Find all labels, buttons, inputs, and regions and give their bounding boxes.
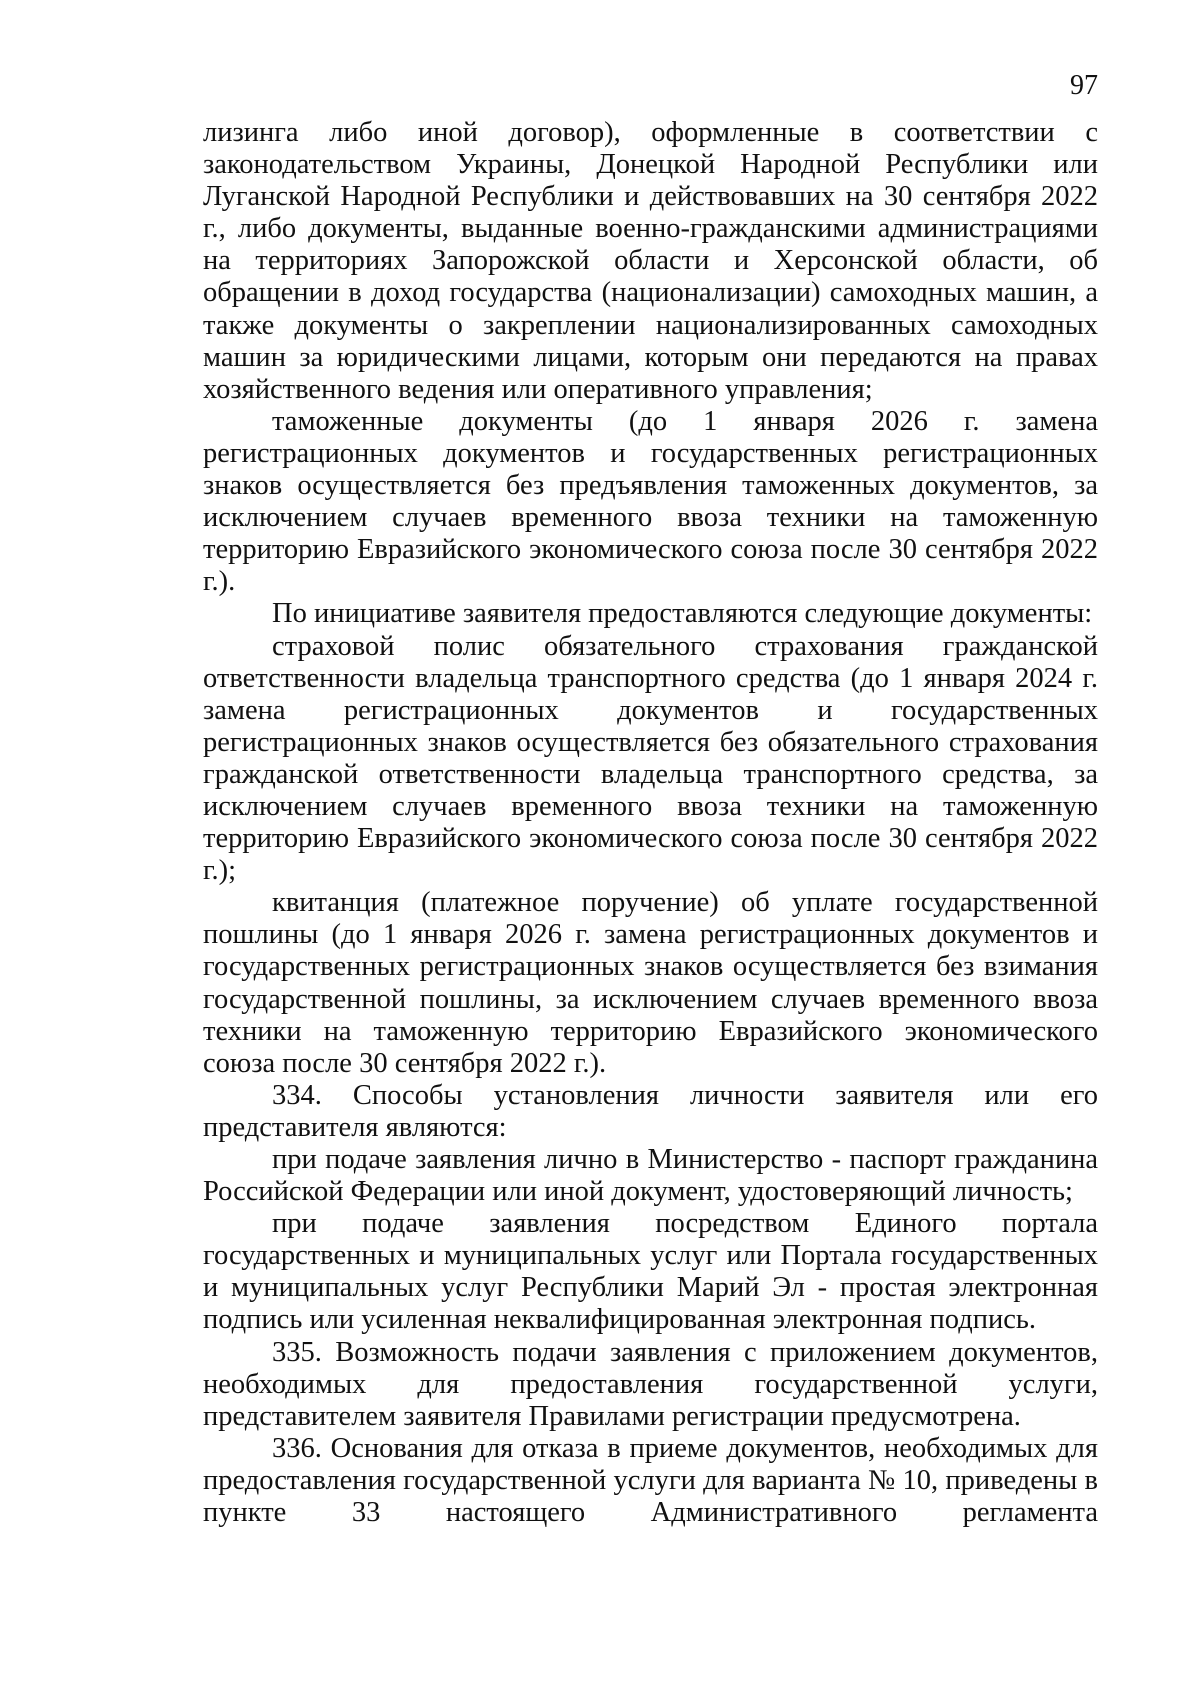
paragraph-insurance-policy: страховой полис обязательного страхования гражданской ответственности владельца транспортного средства (до 1 января 2024 г. замена регистрационных документов и государственных регистрационных знаков осуществляется без обязательного страхования гражданской ответственности владельца транспортного средства, за исключением случаев временного ввоза техники на таможенную территорию Евразийского экономического союза после 30 сентября 2022 г.);: [203, 630, 1098, 887]
paragraph-in-person: при подаче заявления лично в Министерство - паспорт гражданина Российской Федерации или иной документ, удостоверяющий личность;: [203, 1144, 1098, 1208]
page-number: 97: [1070, 70, 1098, 101]
paragraph-customs-documents: таможенные документы (до 1 января 2026 г. замена регистрационных документов и государственных регистрационных знаков осуществляется без предъявления таможенных документов, за исключением случаев временного ввоза техники на таможенную территорию Евразийского экономического союза после 30 сентября 2022 г.).: [203, 405, 1098, 598]
paragraph-334-identity: 334. Способы установления личности заявителя или его представителя являются:: [203, 1079, 1098, 1143]
paragraph-portal: при подаче заявления посредством Единого портала государственных и муниципальных услуг или Портала государственных и муниципальных услуг Республики Марий Эл - простая электронная подпись или усиленная неквалифицированная электронная подпись.: [203, 1208, 1098, 1336]
paragraph-fee-receipt: квитанция (платежное поручение) об уплате государственной пошлины (до 1 января 2026 г. замена регистрационных документов и государственных регистрационных знаков осуществляется без взимания государственной пошлины, за исключением случаев временного ввоза техники на таможенную территорию Евразийского экономического союза после 30 сентября 2022 г.).: [203, 887, 1098, 1079]
paragraph-leasing-documents: лизинга либо иной договор), оформленные в соответствии с законодательством Украины, Донецкой Народной Республики или Луганской Народной Республики и действовавших на 30 сентября 2022 г., либо документы, выданные военно-гражданскими администрациями на территориях Запорожской области и Херсонской области, об обращении в доход государства (национализации) самоходных машин, а также документы о закреплении национализированных самоходных машин за юридическими лицами, которым они передаются на правах хозяйственного ведения или оперативного управления;: [203, 117, 1098, 405]
paragraph-applicant-initiative: По инициативе заявителя предоставляются следующие документы:: [272, 598, 1093, 630]
paragraph-335-representative: 335. Возможность подачи заявления с приложением документов, необходимых для предоставления государственной услуги, представителем заявителя Правилами регистрации предусмотрена.: [203, 1336, 1098, 1432]
document-body: [203, 117, 1098, 1529]
paragraph-336-refusal: 336. Основания для отказа в приеме документов, необходимых для предоставления государственной услуги для варианта № 10, приведены в пункте 33 настоящего Административного регламента: [203, 1432, 1098, 1529]
